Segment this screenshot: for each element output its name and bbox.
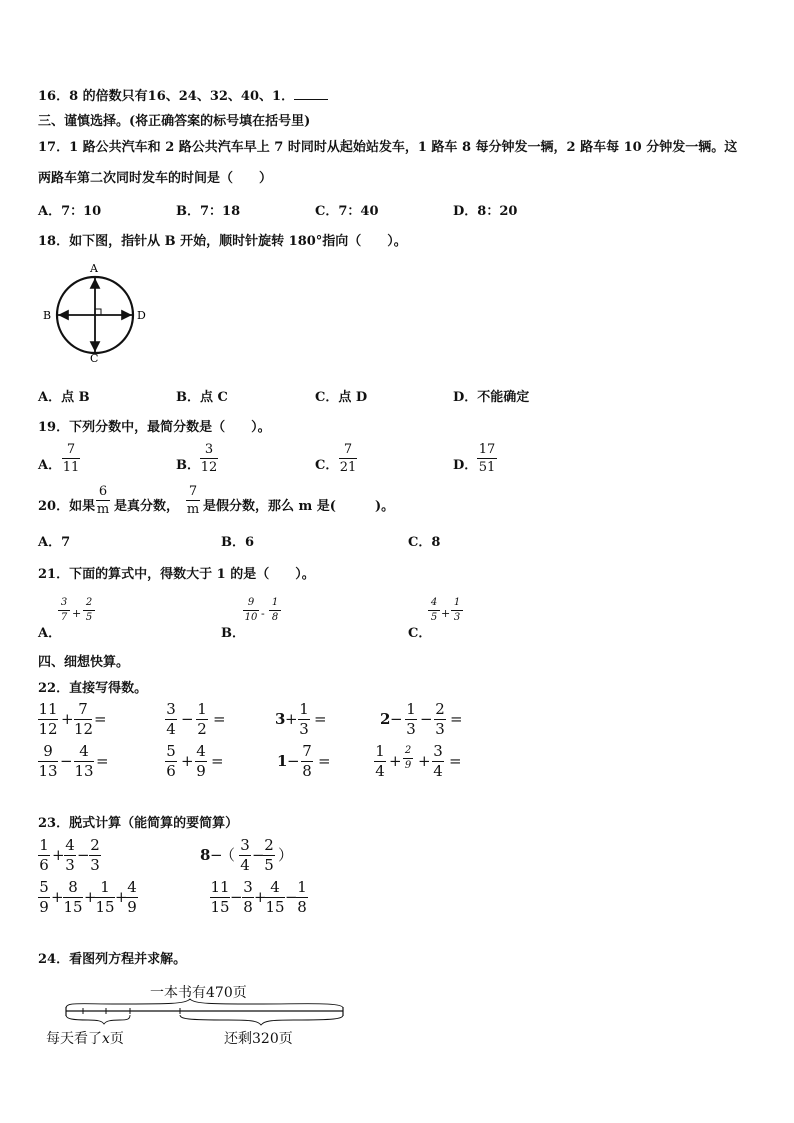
label-b: B [43, 309, 52, 322]
q19-fraction-c: 7 21 [339, 442, 357, 475]
right-brace [180, 1015, 343, 1025]
q20-fraction-2: 7 m [186, 484, 200, 517]
q17-option-a: A．7：10 [38, 204, 102, 219]
q17-line1: 17．1 路公共汽车和 2 路公共汽车早上 7 时同时从起始站发车，1 路车 8 每分钟发一辆，2 路车每 10 分钟发一辆。这 [38, 140, 738, 155]
q21-c-frac2: 1 3 [451, 598, 463, 623]
q18-text: 18．如下图，指针从 B 开始，顺时针旋转 180°指向（ ）。 [38, 234, 407, 249]
q21-a-frac2: 2 5 [83, 598, 95, 623]
q21-text: 21．下面的算式中，得数大于 1 的是（ ）。 [38, 567, 315, 582]
diagram-top-label: 一本书有470页 [150, 985, 247, 1001]
diagram-left-label: 每天看了x页 [46, 1031, 124, 1047]
q21-a-op: + [72, 607, 82, 620]
q22-text: 22．直接写得数。 [38, 681, 148, 696]
compass-svg [38, 262, 158, 362]
book-pages-diagram [38, 998, 348, 1028]
q17-line2: 两路车第二次同时发车的时间是（ ） [38, 171, 273, 186]
q18-option-c: C．点 D [315, 390, 368, 405]
q17-option-d: D．8：20 [453, 204, 518, 219]
top-brace [66, 999, 343, 1008]
q21-b-op: - [261, 607, 265, 620]
q21-c-op: + [441, 607, 451, 620]
q21-c-frac1: 4 5 [428, 598, 440, 623]
q21-b-frac1: 9 10 [244, 597, 258, 623]
q19-text: 19．下列分数中，最简分数是（ ）。 [38, 420, 271, 435]
left-brace [66, 1015, 130, 1024]
section-4-heading: 四、细想快算。 [38, 655, 130, 670]
label-c: C [90, 352, 99, 362]
q20-suffix: 是假分数，那么 m 是( )。 [203, 499, 395, 514]
q19-fraction-b: 3 12 [200, 442, 218, 475]
q21-letter-c: C． [408, 626, 432, 641]
compass-diagram [38, 262, 158, 362]
q16-blank[interactable] [294, 88, 328, 100]
q23-text: 23．脱式计算（能简算的要简算） [38, 816, 239, 831]
q16-text [38, 85, 328, 104]
q24-text: 24．看图列方程并求解。 [38, 952, 187, 967]
q20-option-a: A．7 [38, 535, 71, 550]
q21-b-frac2: 1 8 [269, 598, 281, 623]
diagram-right-label: 还剩320页 [224, 1031, 293, 1047]
q19-letter-c: C． [315, 458, 339, 473]
q18-option-d: D．不能确定 [453, 390, 530, 405]
q18-option-b: B．点 C [176, 390, 228, 405]
q20-mid: 是真分数， [114, 499, 180, 514]
section-3-heading: 三、谨慎选择。(将正确答案的标号填在括号里) [38, 114, 311, 129]
q19-fraction-a: 7 11 [62, 442, 80, 475]
label-a: A [90, 262, 98, 275]
q20-fraction-1: 6 m [96, 484, 110, 517]
q19-fraction-d: 17 51 [478, 442, 496, 475]
q19-letter-b: B． [176, 458, 200, 473]
q20-option-b: B．6 [221, 535, 255, 550]
q19-letter-d: D． [453, 458, 478, 473]
q21-a-frac1: 3 7 [58, 598, 70, 623]
label-d: D [137, 309, 146, 322]
q17-option-c: C．7：40 [315, 204, 379, 219]
q18-option-a: A．点 B [38, 390, 90, 405]
q17-option-b: B．7：18 [176, 204, 241, 219]
q19-letter-a: A． [38, 458, 62, 473]
q21-letter-b: B． [221, 626, 245, 641]
diagram-svg [38, 998, 348, 1028]
q20-option-c: C．8 [408, 535, 441, 550]
q16-stem: 16．8 的倍数只有16、24、32、40、1． [38, 89, 295, 104]
q20-prefix: 20．如果 [38, 499, 96, 514]
q21-letter-a: A． [38, 626, 62, 641]
